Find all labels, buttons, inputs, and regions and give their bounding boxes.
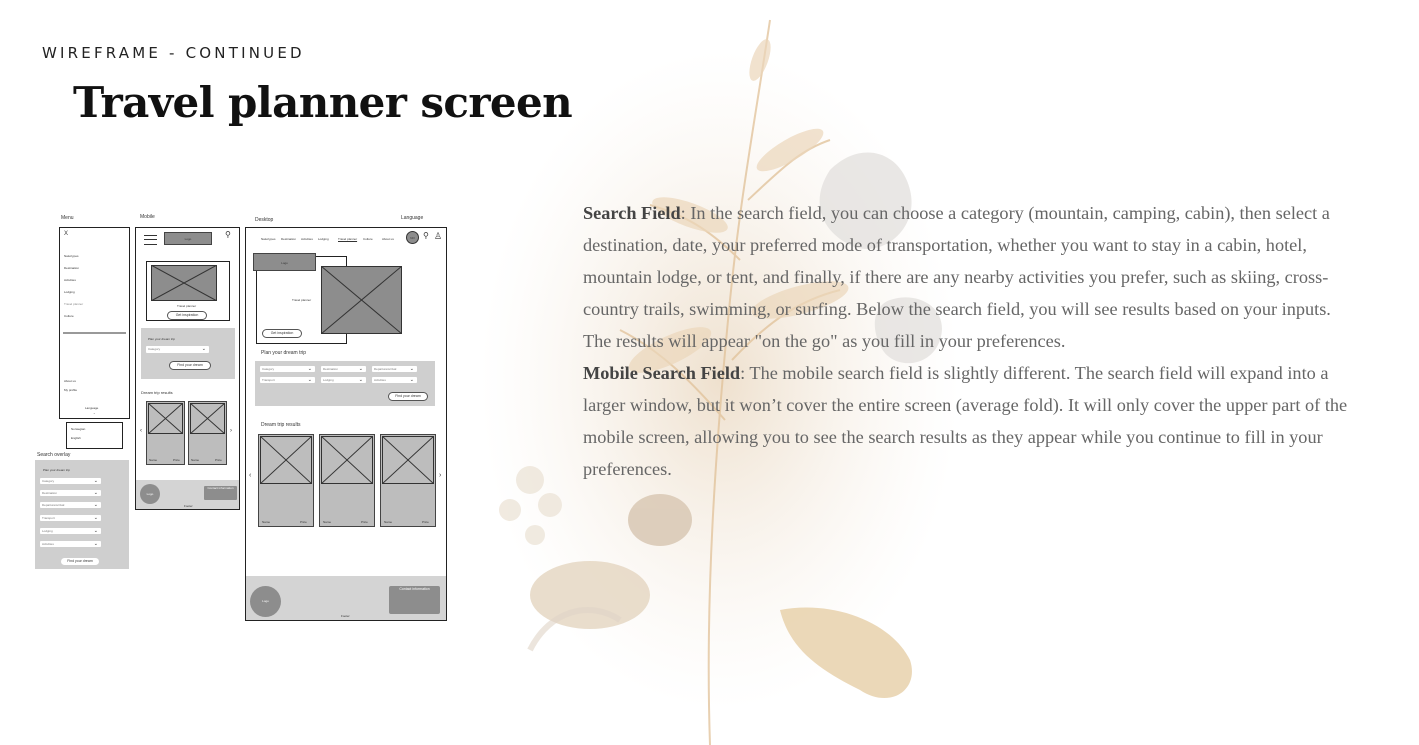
desktop-label: Desktop xyxy=(255,217,274,223)
overlay-field: Category ⌄ xyxy=(40,478,101,484)
menu-item: Activities xyxy=(64,278,76,282)
menu-item: Lodging xyxy=(64,290,75,294)
mobile-hero-button: Get inspiration xyxy=(167,311,207,320)
card-price: Price xyxy=(422,520,429,524)
desktop-frame xyxy=(245,227,447,621)
search-icon: ⚲ xyxy=(423,231,429,240)
mobile-find-button: Find your dream xyxy=(169,361,211,370)
overlay-field: Lodging ⌄ xyxy=(40,528,101,534)
language-badge: NO xyxy=(406,231,419,244)
chevron-right-icon: › xyxy=(230,428,232,434)
search-icon: ⚲ xyxy=(225,230,231,239)
search-field-description: : In the search field, you can choose a category (mountain, camping, cabin), then select a destination, date, your preferred mode of transportation, whether you want to stay in a cabin, hotel, mountain lodge, or tent, and finally, if there are any nearby activities you prefer, such as skiing, cross-country trails, swimming, or surfing. Below the search field, you will see results based on your inputs. The results will appear "on the go" as you fill in your preferences. xyxy=(583,203,1331,351)
mobile-plan-heading: Plan your dream trip xyxy=(148,337,176,341)
search-overlay-panel xyxy=(35,460,129,569)
desktop-plan-heading: Plan your dream trip xyxy=(261,350,307,356)
card-price: Price xyxy=(300,520,307,524)
language-option: Norwegian xyxy=(71,427,86,431)
card-name: Name xyxy=(323,520,332,524)
card-price: Price xyxy=(361,520,368,524)
mobile-result-card xyxy=(188,401,227,465)
desktop-nav-item: About us xyxy=(382,237,394,241)
desktop-field: Transport ⌄ xyxy=(260,377,315,383)
desktop-footer-logo: Logo xyxy=(250,586,281,617)
menu-language: Language xyxy=(85,406,99,410)
page-title: Travel planner screen xyxy=(73,78,573,127)
chevron-down-icon: ⌄ xyxy=(93,411,96,415)
desktop-hero-text: Travel planner xyxy=(292,298,312,302)
desktop-field: Destination ⌄ xyxy=(321,366,366,372)
desktop-nav-item: Activities xyxy=(301,237,313,241)
desktop-find-button: Find your dream xyxy=(388,392,428,401)
desktop-result-card xyxy=(258,434,314,527)
desktop-nav-item: Naturtypes xyxy=(261,237,276,241)
mobile-label: Mobile xyxy=(140,214,155,220)
hero-image-placeholder xyxy=(151,265,217,301)
desktop-result-card xyxy=(319,434,375,527)
desktop-nav-item: Destination xyxy=(281,237,297,241)
card-price: Price xyxy=(215,458,222,462)
mobile-footer xyxy=(136,480,239,509)
chevron-left-icon: ‹ xyxy=(249,472,252,479)
card-image-placeholder xyxy=(382,436,434,484)
menu-profile: My profile xyxy=(64,388,78,392)
mobile-hero xyxy=(146,261,230,321)
overlay-field: Destination ⌄ xyxy=(40,490,101,496)
mobile-frame xyxy=(135,227,240,510)
desktop-nav-item: Travel planner xyxy=(338,237,358,241)
menu-item: Destination xyxy=(64,266,80,270)
mobile-footer-label: Footer xyxy=(184,504,193,508)
menu-label: Menu xyxy=(61,215,74,221)
card-name: Name xyxy=(191,458,200,462)
card-image-placeholder xyxy=(190,403,225,434)
mobile-result-card xyxy=(146,401,185,465)
menu-divider xyxy=(63,332,126,334)
desktop-language-label: Language xyxy=(401,215,424,221)
mobile-logo: Logo xyxy=(164,232,212,245)
desktop-nav-item: Culture xyxy=(363,237,373,241)
mobile-results-heading: Dream trip results xyxy=(141,390,173,395)
desktop-nav-item: Lodging xyxy=(318,237,329,241)
desktop-footer-contact: Contact information xyxy=(389,586,440,614)
section-overline: WIREFRAME - CONTINUED xyxy=(42,44,305,62)
mobile-search-field-label: Mobile Search Field xyxy=(583,363,741,383)
desktop-hero-button: Get inspiration xyxy=(262,329,302,338)
card-name: Name xyxy=(384,520,393,524)
card-image-placeholder xyxy=(321,436,373,484)
desktop-logo: Logo xyxy=(253,253,316,271)
desktop-field: Departure/arrival ⌄ xyxy=(372,366,417,372)
language-dropdown xyxy=(66,422,123,449)
mobile-footer-contact: Contact information xyxy=(204,486,237,500)
menu-item: Naturtypes xyxy=(64,254,79,258)
mobile-search-field-description: : The mobile search field is slightly different. The search field will expand into a larger window, but it won’t cover the entire screen (average fold). It will only cover the upper part of the mobile screen, allowing you to see the search results as they appear while you continue to fill in your preferences. xyxy=(583,363,1348,479)
menu-about: About us xyxy=(64,379,76,383)
desktop-footer xyxy=(246,576,446,620)
mobile-hero-text: Travel planner xyxy=(177,304,197,308)
chevron-left-icon: ‹ xyxy=(140,428,142,434)
mobile-plan-field: Category ⌄ xyxy=(146,346,209,353)
menu-close-icon: X xyxy=(64,231,69,237)
card-name: Name xyxy=(262,520,271,524)
menu-frame xyxy=(59,227,130,419)
overlay-field: Transport ⌄ xyxy=(40,515,101,521)
card-image-placeholder xyxy=(260,436,312,484)
search-field-label: Search Field xyxy=(583,203,681,223)
desktop-field: Category ⌄ xyxy=(260,366,315,372)
search-overlay-label: Search overlay xyxy=(37,452,71,458)
desktop-footer-label: Footer xyxy=(341,614,350,618)
mobile-footer-logo: Logo xyxy=(140,484,160,504)
desktop-result-card xyxy=(380,434,436,527)
desktop-field: Lodging ⌄ xyxy=(321,377,366,383)
overlay-find-button: Find your dream xyxy=(61,558,99,565)
desktop-plan-panel xyxy=(255,361,435,406)
hamburger-icon xyxy=(144,235,157,245)
description-text xyxy=(583,197,1363,485)
overlay-field: Departure/arrival ⌄ xyxy=(40,502,101,508)
card-price: Price xyxy=(173,458,180,462)
search-overlay-heading: Plan your dream trip xyxy=(43,468,71,472)
menu-item: Culture xyxy=(64,314,74,318)
chevron-right-icon: › xyxy=(439,472,442,479)
mobile-plan-panel xyxy=(141,328,235,379)
card-image-placeholder xyxy=(148,403,183,434)
desktop-field: Activities ⌄ xyxy=(372,377,417,383)
desktop-hero-image-placeholder xyxy=(321,266,402,334)
language-option: English xyxy=(71,436,81,440)
overlay-field: Activities ⌄ xyxy=(40,541,101,547)
card-name: Name xyxy=(149,458,158,462)
desktop-results-heading: Dream trip results xyxy=(261,422,301,428)
menu-item: Travel planner xyxy=(64,302,84,306)
user-icon: ♙ xyxy=(434,231,443,241)
